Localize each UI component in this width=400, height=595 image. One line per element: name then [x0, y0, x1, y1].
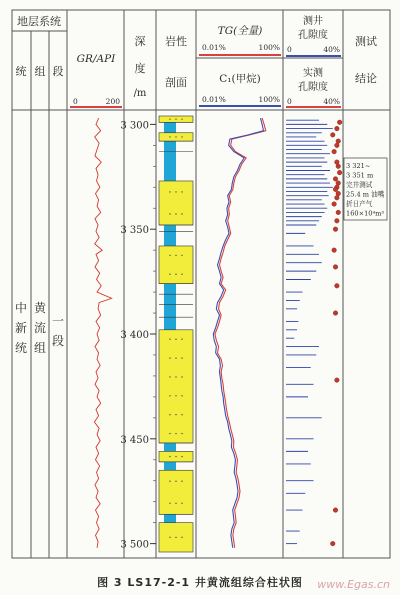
core-porosity-title-1: 实测 [303, 68, 323, 79]
lithology-sand-bed [159, 181, 193, 225]
sand-dot [181, 339, 182, 340]
c1-axis-max: 100% [258, 95, 280, 104]
lithology-mud-bed [164, 225, 176, 231]
sand-dot [181, 376, 182, 377]
sand-dot [169, 274, 170, 275]
core-porosity-point [335, 126, 340, 131]
sand-dot [169, 136, 170, 137]
formation-name-char: 黄 [33, 301, 47, 315]
core-porosity-point [336, 181, 341, 186]
sand-dot [181, 537, 182, 538]
sand-dot [169, 537, 170, 538]
core-porosity-point [332, 248, 337, 253]
depth-header-1: 深 [134, 35, 146, 48]
core-porosity-point [336, 139, 341, 144]
formation-header: 组 [34, 65, 46, 78]
sand-dot [181, 456, 182, 457]
gr-series-line [94, 118, 111, 548]
member-name [52, 314, 64, 348]
sand-dot [175, 503, 176, 504]
depth-header-3: /m [133, 88, 147, 99]
member-name-char: 一 [51, 314, 65, 328]
depth-tick-label: 3 350 [120, 225, 149, 237]
core-porosity-point [336, 164, 341, 169]
sand-dot [181, 433, 182, 434]
core-porosity-point [336, 210, 341, 215]
series-name-char: 中 [14, 301, 28, 315]
sand-dot [181, 191, 182, 192]
watermark: www.Egas.cn [317, 578, 390, 591]
sand-dot [181, 213, 182, 214]
log-porosity-title-2: 孔隙度 [298, 30, 328, 41]
core-porosity-point [337, 170, 342, 175]
core-porosity-point [335, 143, 340, 148]
core-porosity-point [332, 202, 337, 207]
series-name-char: 新 [14, 321, 28, 335]
core-porosity-point [335, 195, 340, 200]
gr-curve-layer [94, 118, 111, 548]
log-porosity-max: 40% [323, 45, 340, 54]
tg-axis-min: 0.01% [202, 43, 226, 52]
lithology-sand-bed [159, 470, 193, 514]
depth-tick-label: 3 500 [120, 539, 149, 551]
c1-axis-min: 0.01% [202, 95, 226, 104]
member-name-char: 段 [51, 334, 65, 348]
core-porosity-point [330, 133, 335, 138]
core-porosity-min: 0 [287, 97, 292, 106]
lithology-mud-bed [164, 122, 176, 132]
sand-dot [175, 136, 176, 137]
test-conclusion-line: 折日产气 [346, 200, 373, 208]
sand-dot [169, 255, 170, 256]
sand-dot [169, 213, 170, 214]
sand-dot [175, 481, 176, 482]
test-conclusion-line: 3 351 m [346, 171, 374, 180]
core-porosity-point [335, 219, 340, 224]
lithology-mud-bed [164, 141, 176, 151]
log-porosity-title-1: 测井 [303, 16, 323, 27]
core-porosity-point [333, 177, 338, 182]
series-name-char: 统 [14, 341, 28, 355]
sand-dot [181, 414, 182, 415]
sand-dot [169, 357, 170, 358]
lithology-mud-bed [164, 462, 176, 470]
sand-dot [181, 481, 182, 482]
sand-dot [175, 537, 176, 538]
core-porosity-point [333, 227, 338, 232]
lithology-mud-bed [164, 514, 176, 522]
tg-series-line [215, 118, 266, 548]
test-header-1: 测试 [355, 35, 377, 48]
depth-tick-label: 3 400 [120, 330, 149, 341]
tg-axis-max: 100% [258, 43, 280, 52]
sand-dot [169, 481, 170, 482]
gr-axis-max: 200 [105, 97, 120, 106]
test-conclusion-text [346, 162, 385, 218]
core-porosity-title-2: 孔隙度 [298, 82, 328, 93]
porosity-layer [286, 120, 342, 546]
sand-dot [169, 395, 170, 396]
sand-dot [169, 339, 170, 340]
series-header: 统 [15, 65, 27, 78]
sand-dot [169, 118, 170, 119]
formation-name-char: 流 [33, 321, 47, 335]
series-name [15, 300, 27, 355]
sand-dot [175, 395, 176, 396]
core-porosity-point [330, 541, 335, 546]
sand-dot [175, 433, 176, 434]
sand-dot [181, 503, 182, 504]
sand-dot [181, 357, 182, 358]
sand-dot [175, 357, 176, 358]
sand-dot [175, 118, 176, 119]
sand-dot [181, 395, 182, 396]
lithology-sand-bed [159, 246, 193, 284]
core-porosity-point [336, 191, 341, 196]
sand-dot [169, 191, 170, 192]
gas-curves-layer [213, 118, 265, 548]
test-conclusion-line: 160×10⁴m³ [346, 209, 385, 218]
sand-dot [169, 456, 170, 457]
sand-dot [169, 376, 170, 377]
sand-dot [175, 414, 176, 415]
log-porosity-min: 0 [287, 45, 292, 54]
test-conclusion-line: 完井测试 [346, 181, 373, 189]
sand-dot [175, 255, 176, 256]
figure-caption: 图 3 LS17-2-1 井黄流组综合柱状图 [97, 576, 303, 589]
sand-dot [175, 376, 176, 377]
lithology-mud-bed [164, 305, 176, 318]
lithology-mud-bed [164, 294, 176, 304]
depth-tick-label: 3 450 [120, 434, 149, 446]
core-porosity-point [335, 160, 340, 165]
gr-axis-title: GR/API [76, 53, 116, 65]
c1-axis-title: C₁(甲烷) [219, 73, 261, 85]
sand-dot [175, 191, 176, 192]
core-porosity-point [333, 265, 338, 270]
sand-dot [169, 414, 170, 415]
core-porosity-point [333, 311, 338, 316]
depth-tick-label: 3 300 [120, 120, 149, 132]
test-conclusion-line: 3 321~ [346, 162, 371, 170]
sand-dot [181, 118, 182, 119]
formation-name-char: 组 [33, 341, 47, 355]
lithology-mud-bed [164, 443, 176, 451]
member-header: 段 [52, 65, 64, 78]
gr-axis-min: 0 [73, 97, 78, 106]
lithology-mud-bed [164, 317, 176, 330]
core-porosity-point [335, 378, 340, 383]
sand-dot [175, 456, 176, 457]
lithology-mud-bed [164, 152, 176, 181]
chart-frame [12, 10, 390, 558]
depth-header-2: 度 [134, 62, 146, 75]
core-porosity-point [332, 149, 337, 154]
depth-axis [120, 120, 156, 550]
core-porosity-point [333, 508, 338, 513]
test-header-2: 结论 [355, 72, 377, 85]
litho-header-2: 剖面 [165, 76, 187, 89]
core-porosity-point [333, 187, 338, 192]
test-conclusion-line: 25.4 m 油嘴 [346, 190, 385, 199]
sand-dot [169, 433, 170, 434]
formation-name [34, 301, 47, 355]
sand-dot [175, 213, 176, 214]
lithology-mud-bed [164, 231, 176, 246]
tg-axis-title: TG(全量) [217, 25, 263, 37]
core-porosity-point [335, 283, 340, 288]
sand-dot [181, 136, 182, 137]
lithology-sand-bed [159, 330, 193, 443]
sand-dot [181, 255, 182, 256]
lithology-column [159, 116, 193, 552]
strat-system-title: 地层系统 [17, 15, 61, 28]
sand-dot [181, 274, 182, 275]
core-porosity-max: 40% [323, 97, 340, 106]
sand-dot [175, 339, 176, 340]
litho-header-1: 岩性 [165, 35, 187, 48]
lithology-mud-bed [164, 284, 176, 294]
core-porosity-point [337, 120, 342, 125]
sand-dot [175, 274, 176, 275]
sand-dot [169, 503, 170, 504]
